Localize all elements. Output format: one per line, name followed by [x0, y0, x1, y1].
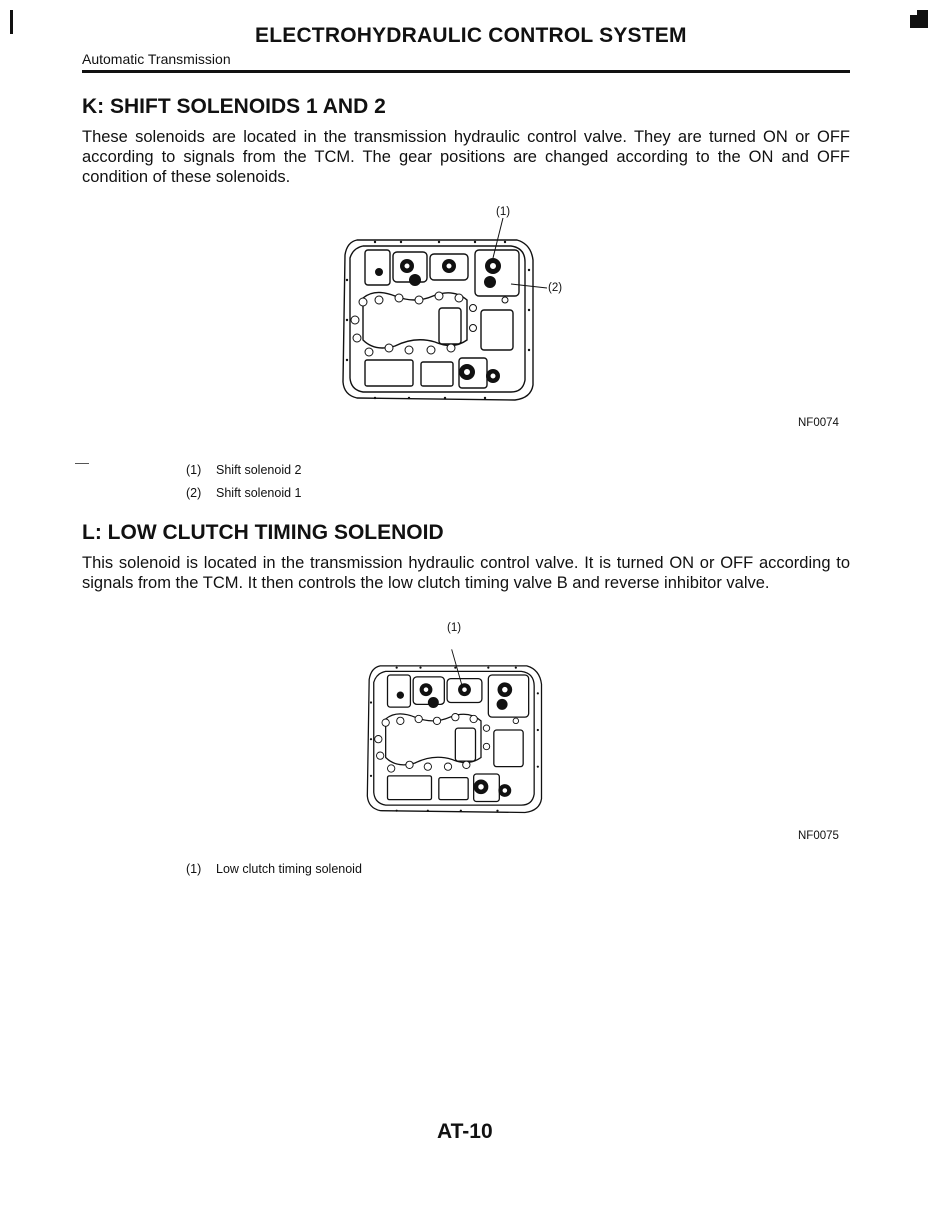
- legend-item: [186, 862, 362, 876]
- legend-number: (1): [186, 463, 202, 477]
- legend-number: (1): [186, 862, 202, 876]
- figure-2-callout-1: (1): [447, 622, 462, 634]
- section-k-heading: K: SHIFT SOLENOIDS 1 AND 2: [82, 95, 386, 118]
- figure-2-code: NF0075: [798, 830, 839, 842]
- figure-1-callout-2: (2): [548, 282, 563, 294]
- figure-1-code: NF0074: [798, 417, 839, 429]
- header-rule: [82, 70, 850, 73]
- section-l-heading: L: LOW CLUTCH TIMING SOLENOID: [82, 521, 444, 544]
- valve-body-figure-2: [360, 620, 580, 840]
- figure-1-callout-1: (1): [496, 206, 511, 218]
- valve-body-figure-1: [335, 200, 575, 420]
- section-k-paragraph: These solenoids are located in the transmission hydraulic control valve. They are turned ON or OFF according to signals from the TCM. The gear positions are changed according to the ON and OFF condition of these solenoids.: [82, 128, 850, 186]
- margin-bar: [10, 10, 13, 34]
- legend-number: (2): [186, 486, 202, 500]
- legend-item: [186, 486, 301, 500]
- legend-text: Shift solenoid 2: [216, 463, 302, 477]
- legend-text: Shift solenoid 1: [216, 486, 302, 500]
- scan-speck: [75, 463, 89, 464]
- page-corner-mark: [910, 10, 928, 28]
- page-title: ELECTROHYDRAULIC CONTROL SYSTEM: [255, 24, 687, 47]
- page-number: AT-10: [437, 1120, 493, 1143]
- legend-item: [186, 463, 301, 477]
- legend-text: Low clutch timing solenoid: [216, 862, 362, 876]
- page-subtitle: Automatic Transmission: [82, 51, 231, 67]
- section-l-paragraph: This solenoid is located in the transmission hydraulic control valve. It is turned ON or OFF according to signals from the TCM. It then controls the low clutch timing valve B and reverse inhibitor valve.: [82, 554, 850, 592]
